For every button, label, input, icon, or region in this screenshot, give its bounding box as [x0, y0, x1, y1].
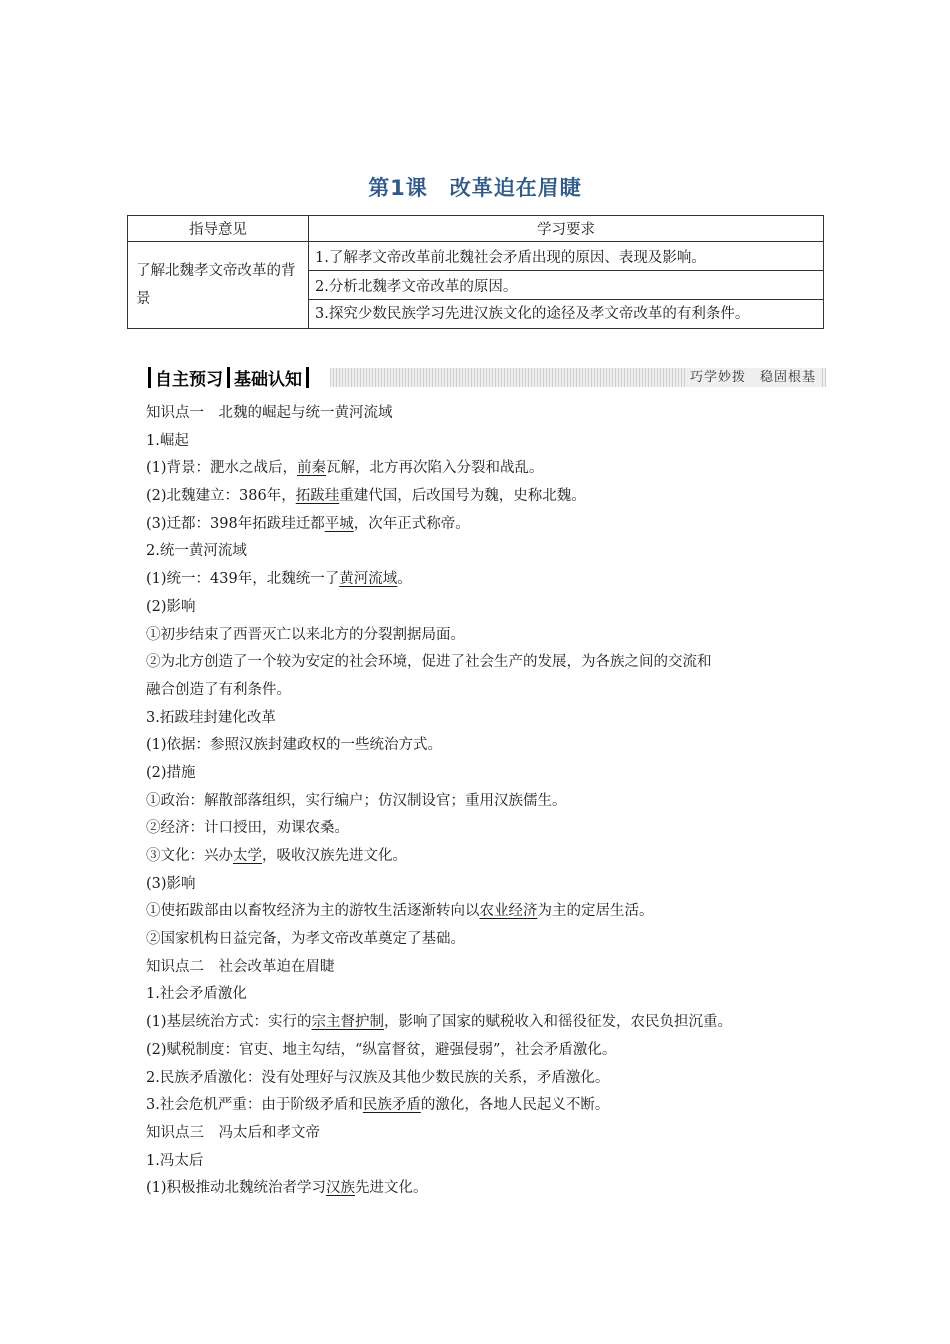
text-line	[146, 954, 836, 982]
text-line	[146, 1037, 836, 1065]
text-line	[146, 898, 836, 926]
requirements-header: 学习要求	[309, 216, 824, 242]
text-line	[146, 428, 836, 456]
table-header-row	[128, 216, 824, 242]
text-line	[146, 788, 836, 816]
text-segment: 2.民族矛盾激化：没有处理好与汉族及其他少数民族的关系，矛盾激化。	[146, 1069, 610, 1086]
underlined-keyword: 拓跋珪	[295, 488, 340, 505]
underlined-keyword: 太学	[233, 848, 262, 864]
text-line	[146, 1065, 836, 1093]
text-segment: (1)背景：淝水之战后，	[146, 460, 298, 477]
text-line	[146, 622, 836, 650]
underlined-keyword: 宗主督护制	[311, 1014, 385, 1031]
text-line	[146, 1009, 836, 1037]
text-segment: 2.统一黄河流域	[146, 543, 247, 560]
text-line	[146, 483, 836, 511]
text-line	[146, 566, 836, 594]
banner-right-label: 基础认知	[234, 370, 302, 390]
knowledge-content	[146, 400, 836, 1203]
text-segment: ②经济：计口授田，劝课农桑。	[146, 820, 349, 837]
learning-requirements-table	[127, 215, 824, 329]
text-segment: ，次年正式称帝。	[353, 515, 470, 532]
text-line	[146, 732, 836, 760]
text-line	[146, 815, 836, 843]
text-segment: 瓦解，北方再次陷入分裂和战乱。	[326, 460, 544, 477]
underlined-keyword: 农业经济	[479, 903, 538, 920]
underlined-keyword: 前秦	[297, 460, 327, 477]
text-segment: ，影响了国家的赋税收入和徭役征发，农民负担沉重。	[384, 1014, 733, 1031]
text-line	[146, 926, 836, 954]
text-segment: (3)迁都：398年拓跋珪迁都	[146, 515, 325, 532]
text-segment: (2)措施	[146, 764, 196, 781]
text-segment: 融合创造了有利条件。	[146, 681, 291, 698]
text-segment: 1.冯太后	[146, 1152, 204, 1169]
text-line	[146, 871, 836, 899]
text-segment: ②国家机构日益完备，为孝文帝改革奠定了基础。	[146, 931, 465, 948]
requirement-2: 2.分析北魏孝文帝改革的原因。	[309, 271, 824, 300]
text-line	[146, 1148, 836, 1176]
text-segment: 为主的定居生活。	[537, 903, 654, 920]
text-line	[146, 1120, 836, 1148]
text-segment: (2)北魏建立：386年，	[146, 488, 296, 505]
text-segment: 知识点三 冯太后和孝文帝	[146, 1124, 320, 1141]
text-segment: 。	[397, 571, 412, 588]
table-row	[128, 242, 824, 271]
text-line	[146, 649, 836, 677]
text-line	[146, 538, 836, 566]
text-segment: (2)影响	[146, 598, 196, 615]
lesson-title: 第1课 改革迫在眉睫	[368, 176, 582, 200]
requirement-3: 3.探究少数民族学习先进汉族文化的途径及孝文帝改革的有利条件。	[309, 300, 824, 329]
text-segment: 知识点一 北魏的崛起与统一黄河流域	[146, 405, 393, 421]
text-segment: (3)影响	[146, 875, 196, 892]
requirement-1: 1.了解孝文帝改革前北魏社会矛盾出现的原因、表现及影响。	[309, 242, 824, 271]
text-segment: ①初步结束了西晋灭亡以来北方的分裂割据局面。	[146, 626, 465, 643]
text-segment: 知识点二 社会改革迫在眉睫	[146, 958, 335, 975]
text-line	[146, 843, 836, 871]
text-segment: ②为北方创造了一个较为安定的社会环境，促进了社会生产的发展，为各族之间的交流和	[146, 654, 712, 671]
text-line	[146, 511, 836, 539]
banner-divider	[148, 367, 151, 388]
text-segment: (1)依据：参照汉族封建政权的一些统治方式。	[146, 737, 443, 754]
text-segment: 1.崛起	[146, 432, 189, 449]
text-segment: 3.社会危机严重：由于阶级矛盾和	[146, 1097, 363, 1114]
text-segment: ③文化：兴办	[146, 848, 233, 864]
text-line	[146, 1175, 836, 1203]
text-segment: (1)基层统治方式：实行的	[146, 1014, 312, 1031]
text-segment: ，吸收汉族先进文化。	[262, 848, 407, 864]
text-line	[146, 760, 836, 788]
text-line	[146, 400, 836, 428]
underlined-keyword: 平城	[324, 515, 354, 532]
text-segment: (2)赋税制度：官吏、地主勾结，“纵富督贫，避强侵弱”，社会矛盾激化。	[146, 1041, 617, 1058]
underlined-keyword: 民族矛盾	[362, 1097, 421, 1114]
guidance-cell: 了解北魏孝文帝改革的背景	[128, 242, 309, 329]
text-segment: 的激化，各地人民起义不断。	[420, 1097, 610, 1114]
text-line	[146, 981, 836, 1009]
text-line	[146, 705, 836, 733]
banner-left-label: 自主预习	[155, 370, 223, 390]
section-banner	[144, 365, 826, 390]
text-segment: ①使拓跋部由以畜牧经济为主的游牧生活逐渐转向以	[146, 903, 480, 920]
text-segment: ①政治：解散部落组织，实行编户；仿汉制设官；重用汉族儒生。	[146, 792, 567, 809]
text-segment: (1)统一：439年，北魏统一了	[146, 571, 340, 588]
text-segment: 重建代国，后改国号为魏，史称北魏。	[339, 488, 586, 505]
text-segment: 先进文化。	[355, 1180, 428, 1197]
banner-divider	[227, 367, 230, 388]
text-line	[146, 455, 836, 483]
underlined-keyword: 黄河流域	[339, 571, 398, 588]
guidance-header: 指导意见	[128, 216, 309, 242]
banner-divider	[306, 367, 309, 388]
text-segment: (1)积极推动北魏统治者学习	[146, 1180, 327, 1197]
text-segment: 1.社会矛盾激化	[146, 986, 247, 1003]
text-segment: 3.拓跋珪封建化改革	[146, 709, 276, 726]
text-line	[146, 594, 836, 622]
text-line	[146, 677, 836, 705]
banner-tagline: 巧学妙拨 稳固根基	[686, 368, 820, 387]
text-line	[146, 1092, 836, 1120]
underlined-keyword: 汉族	[326, 1180, 356, 1197]
banner-tabs	[144, 365, 313, 390]
